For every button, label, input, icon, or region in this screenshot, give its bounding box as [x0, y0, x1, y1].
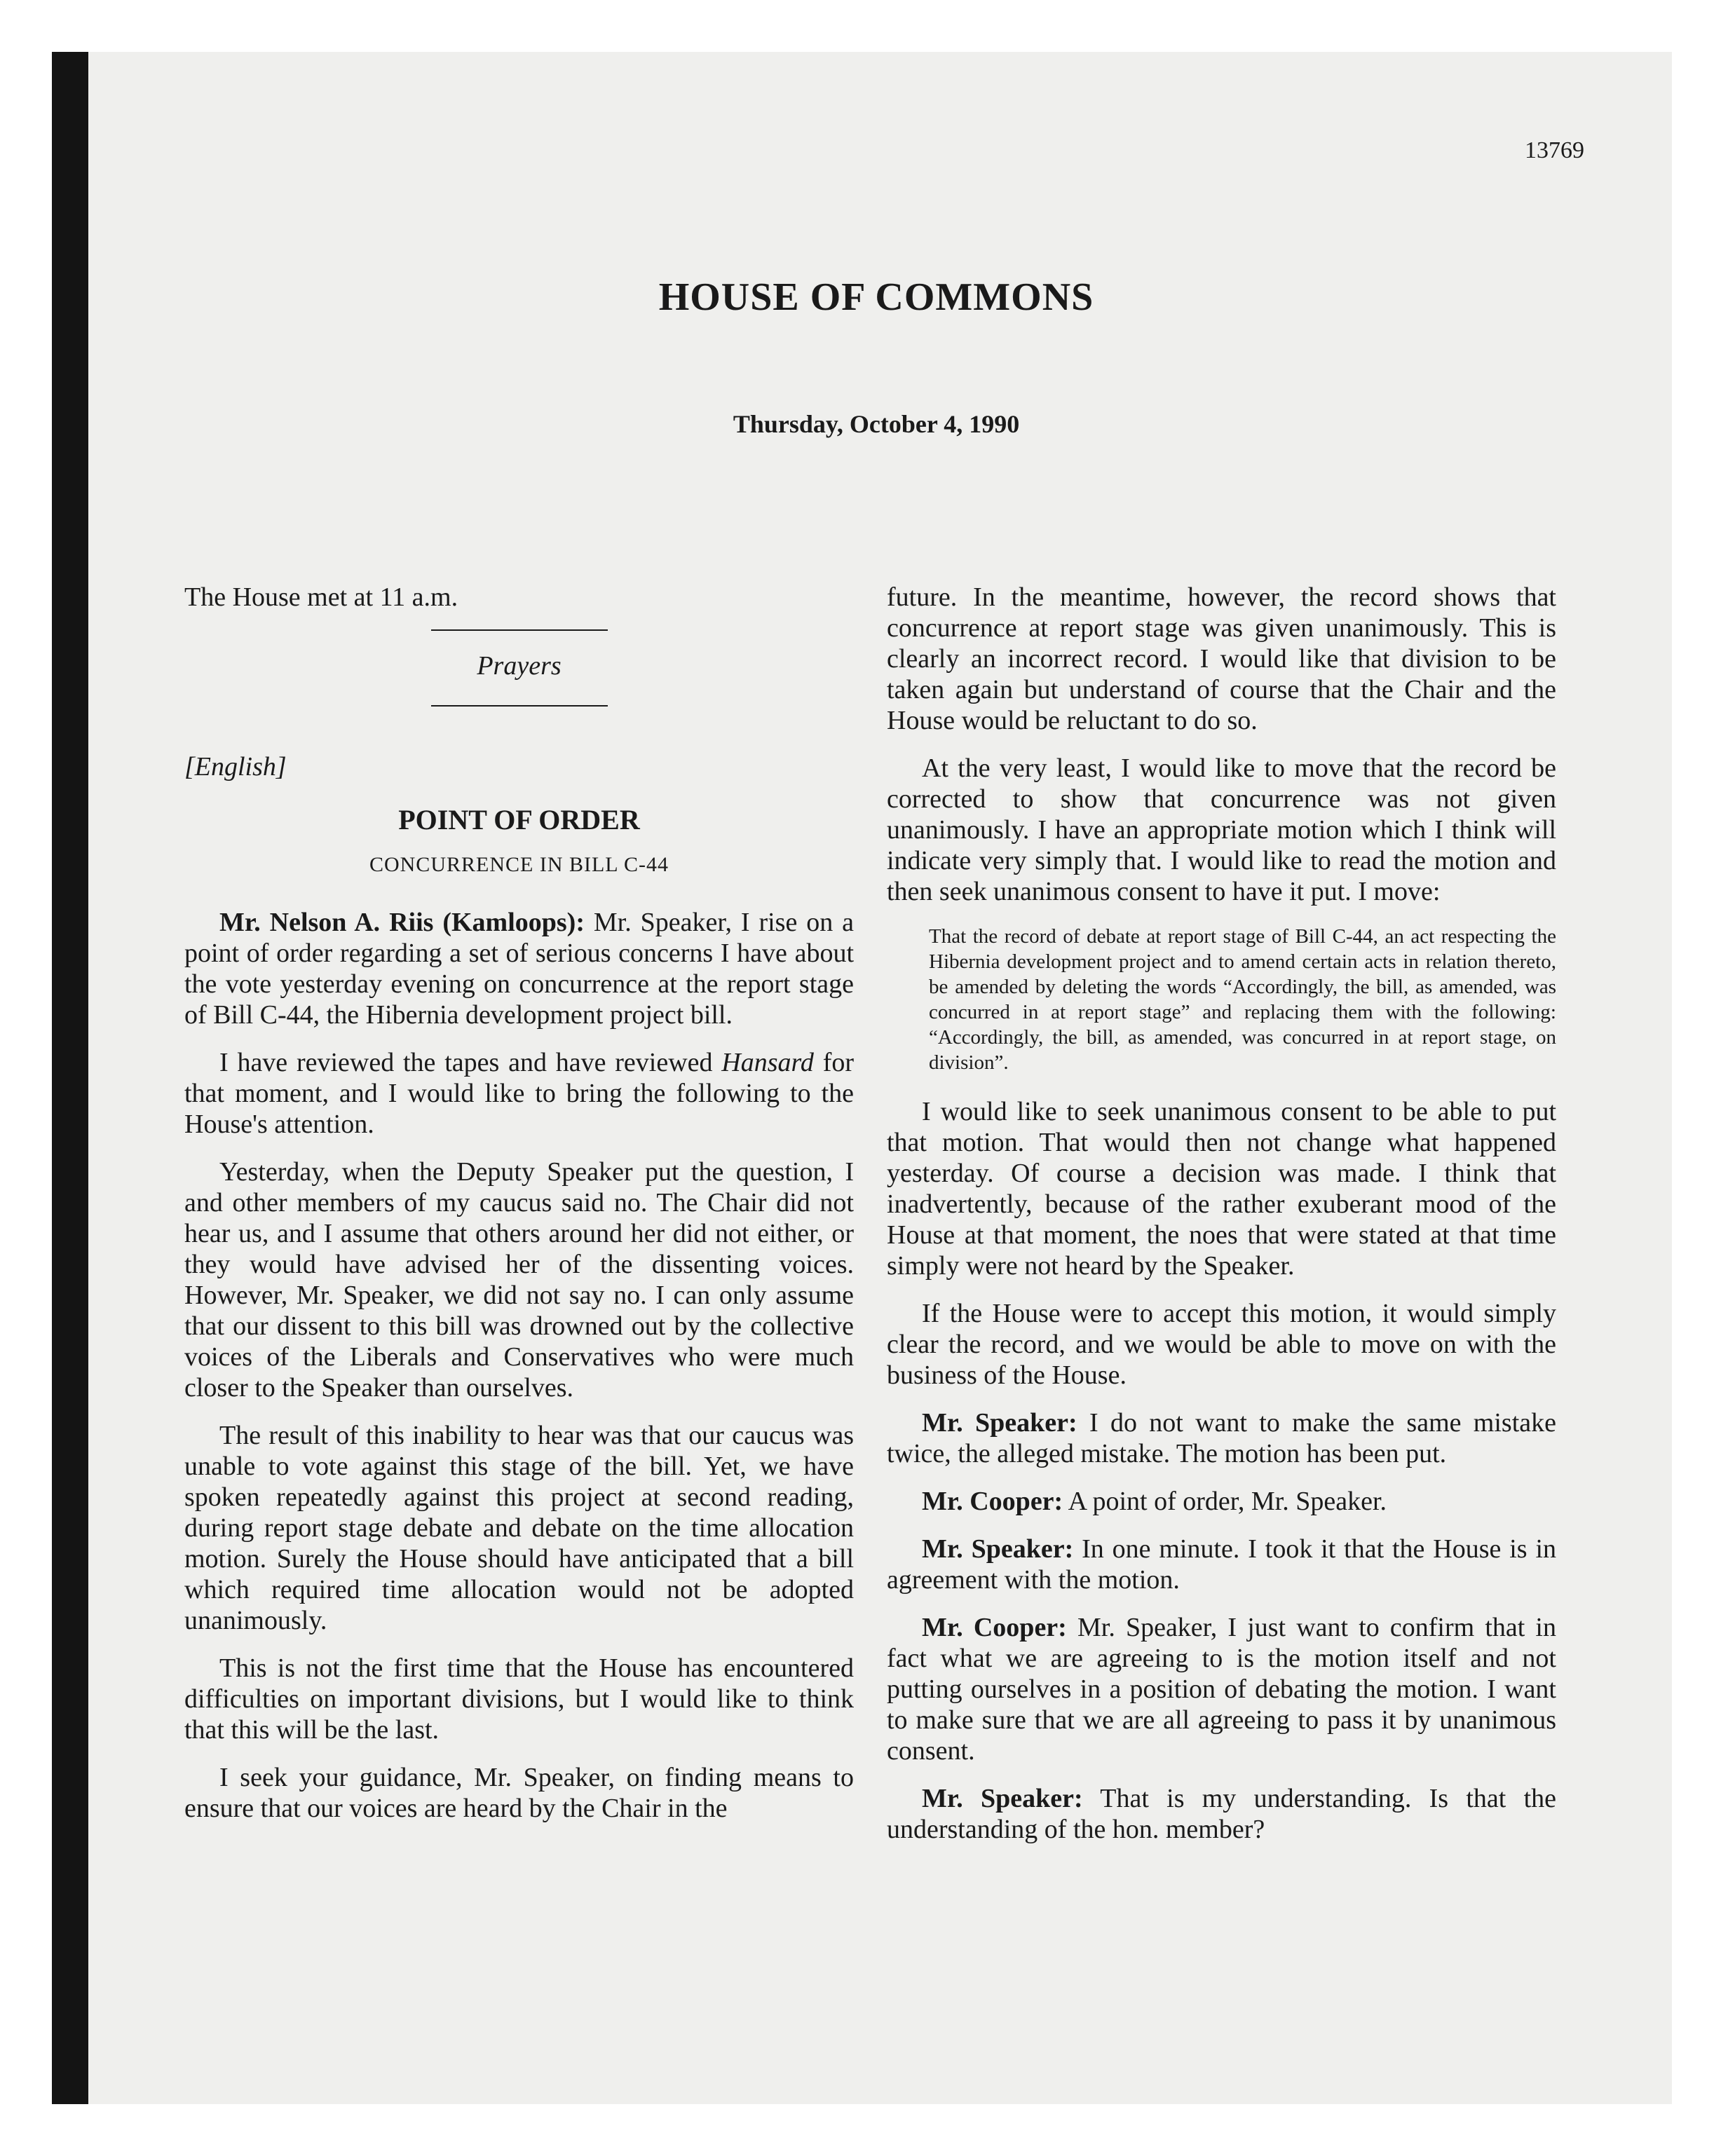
divider-rule: [431, 705, 608, 707]
prayers-heading: Prayers: [477, 651, 562, 681]
paragraph: future. In the meantime, however, the record shows that concurrence at report stage was given unanimously. This is clearly an incorrect record. I would like that division to be taken again but understand of course that the Chair and the House would be reluctant to do so.: [887, 582, 1556, 735]
speech: [887, 1534, 1556, 1595]
house-met-line: The House met at 11 a.m.: [184, 582, 458, 612]
document-title: HOUSE OF COMMONS: [658, 275, 1094, 319]
speech: [887, 1486, 1556, 1517]
paragraph: This is not the first time that the House has encountered difficulties on important divisions, but I would like to think that this will be the last.: [184, 1653, 854, 1745]
speech-text: Mr. Speaker, I just want to confirm that in fact what we are agreeing to is the motion itself and not putting ourselves in a position of debating the motion. I want to make sure that we are all agreeing to pass it by unanimous consent.: [887, 1613, 1556, 1766]
motion-quote: That the record of debate at report stage of Bill C-44, an act respecting the Hibernia development project and to amend certain acts in relation thereto, be amended by deleting the words “Accordingly, the bill, as amended, was concurred in at report stage” and replacing them with the following: “Accordingly, the bill, as amended, was concurred in at report stage, on division”.: [929, 925, 1556, 1074]
speech: [887, 1612, 1556, 1766]
speech-text: A point of order, Mr. Speaker.: [1063, 1487, 1387, 1516]
right-column: [887, 582, 1556, 1862]
left-column: [184, 582, 854, 1841]
speech-text: I have reviewed the tapes and have reviewed: [219, 1048, 722, 1077]
section-heading: POINT OF ORDER: [398, 804, 640, 835]
speech: [887, 1783, 1556, 1845]
speech-text: In one minute. I took it that the House is in agreement with the motion.: [887, 1534, 1556, 1595]
speaker-name: Mr. Nelson A. Riis (Kamloops):: [219, 908, 585, 937]
speaker-name: Mr. Speaker:: [922, 1784, 1083, 1813]
paragraph: The result of this inability to hear was that our caucus was unable to vote against this stage of the bill. Yet, we have spoken repeatedly against this project at second reading, during report stage debate and debate on the time allocation motion. Surely the House should have anticipated that a bill which required time allocation would not be adopted unanimously.: [184, 1421, 854, 1635]
paragraph: At the very least, I would like to move that the record be corrected to show that concurrence was not given unanimously. I have an appropriate motion which I think will indicate very simply that. I would like to read the motion and then seek unanimous consent to have it put. I move:: [887, 753, 1556, 906]
divider-rule: [431, 629, 608, 631]
speech-text: I do not want to make the same mistake twice, the alleged mistake. The motion has been put.: [887, 1408, 1556, 1468]
speaker-name: Mr. Speaker:: [922, 1534, 1074, 1564]
paragraph: I would like to seek unanimous consent to be able to put that motion. That would then not change what happened yesterday. Of course a decision was made. I think that inadvertently, because of the rather exuberant mood of the House at that moment, the noes that were stated at that time simply were not heard by the Speaker.: [887, 1097, 1556, 1281]
page-number: 13769: [1525, 137, 1584, 163]
language-marker: [English]: [184, 752, 287, 782]
speaker-name: Mr. Cooper:: [922, 1613, 1067, 1642]
speech-text: for that moment, and I would like to bring the following to the House's attention.: [184, 1048, 855, 1139]
sitting-date: Thursday, October 4, 1990: [733, 410, 1020, 438]
hansard-emphasis: Hansard: [721, 1048, 814, 1077]
speech-text: That is my understanding. Is that the understanding of the hon. member?: [887, 1784, 1556, 1844]
speaker-name: Mr. Speaker:: [922, 1408, 1077, 1438]
paragraph: I seek your guidance, Mr. Speaker, on finding means to ensure that our voices are heard by the Chair in the: [184, 1763, 854, 1823]
paragraph: If the House were to accept this motion, it would simply clear the record, and we would be able to move on with the business of the House.: [887, 1299, 1556, 1390]
speech-text: Mr. Speaker, I rise on a point of order regarding a set of serious concerns I have about the vote yesterday evening on concurrence at the report stage of Bill C-44, the Hibernia development project bill.: [184, 908, 854, 1030]
paragraph: [184, 1047, 854, 1140]
speech: [887, 1407, 1556, 1469]
speaker-name: Mr. Cooper:: [922, 1487, 1063, 1516]
section-subheading: CONCURRENCE IN BILL C-44: [369, 853, 669, 876]
paragraph: Yesterday, when the Deputy Speaker put the question, I and other members of my caucus said no. The Chair did not hear us, and I assume that others around her did not either, or they would have advised her of the dissenting voices. However, Mr. Speaker, we did not say no. I can only assume that our dissent to this bill was drowned out by the collective voices of the Liberals and Conservatives who were much closer to the Speaker than ourselves.: [184, 1157, 854, 1403]
paragraph: [184, 907, 854, 1030]
